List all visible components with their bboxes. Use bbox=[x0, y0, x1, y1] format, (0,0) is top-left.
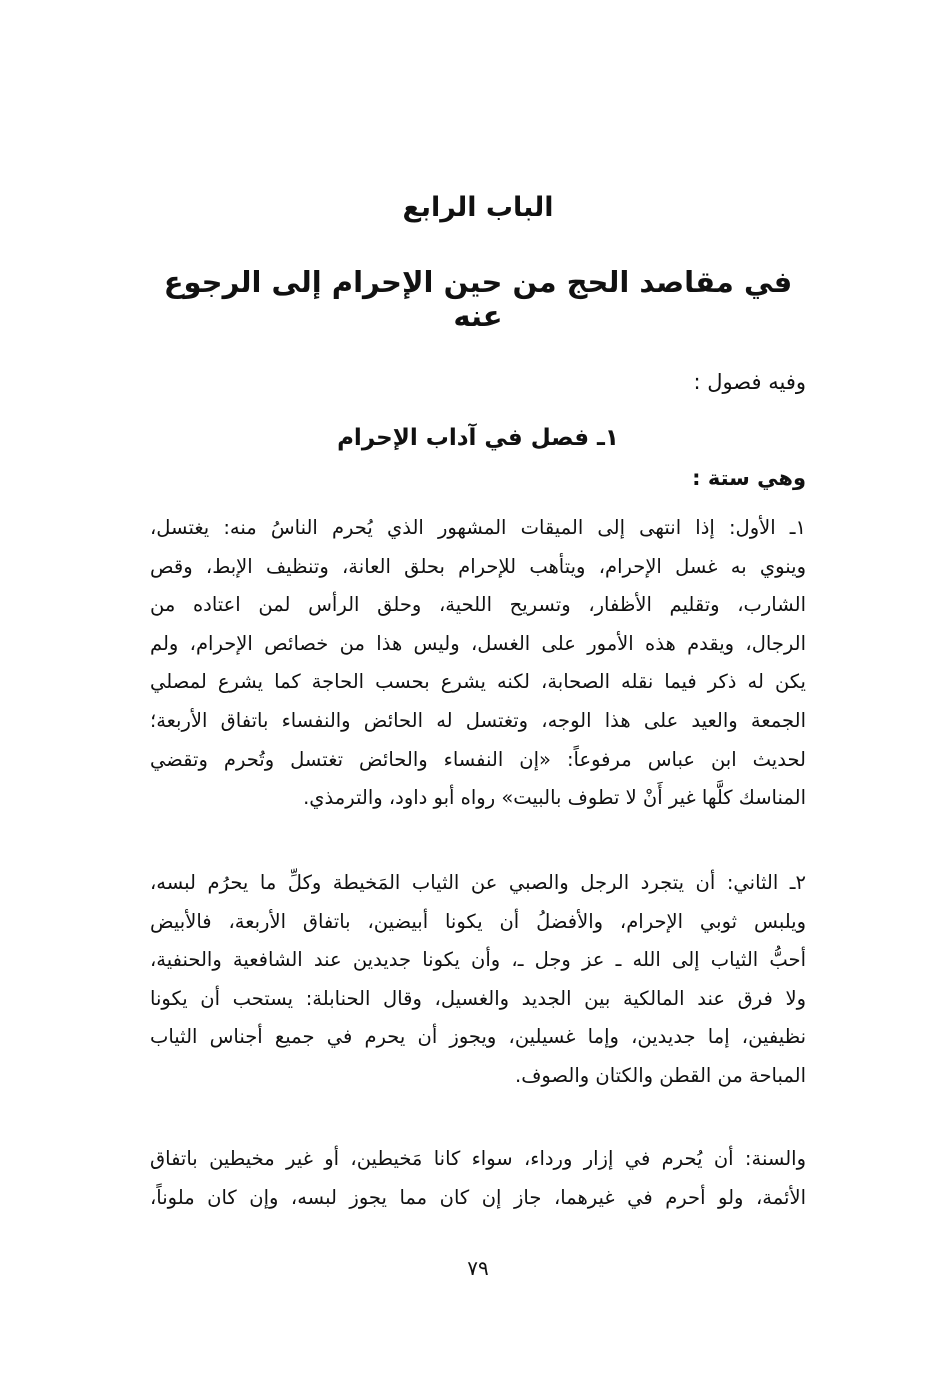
section-intro: وهي ستة : bbox=[692, 466, 806, 490]
page-number: ٧٩ bbox=[467, 1256, 489, 1280]
text-line: والسنة: أن يُحرم في إزار ورداء، سواء كانا مَخيطين، أو غير مخيطين باتفاق bbox=[150, 1147, 806, 1170]
chapter-title: الباب الرابع bbox=[402, 192, 554, 223]
text-line: الرجال، ويقدم هذه الأمور على الغسل، وليس هذا من خصائص الإحرام، ولم bbox=[150, 631, 806, 655]
text-line: الأئمة، ولو أحرم في غيرهما، جاز إن كان مما يجوز لبسه، وإن كان ملوناً، bbox=[150, 1185, 806, 1209]
text-line: ١ـ الأول: إذا انتهى إلى الميقات المشهور الذي يُحرم الناسُ منه: يغتسل، bbox=[150, 516, 806, 539]
section-heading: ١ـ فصل في آداب الإحرام bbox=[337, 425, 619, 451]
text-line: أحبُّ الثياب إلى الله ـ عز وجل ـ، وأن يكونا جديدين عند الشافعية والحنفية، bbox=[150, 948, 806, 972]
text-line: الجمعة والعيد على هذا الوجه، وتغتسل له الحائض والنفساء باتفاق الأربعة؛ bbox=[150, 709, 806, 732]
chapter-subtitle: في مقاصد الحج من حين الإحرام إلى الرجوع عنه bbox=[163, 265, 793, 333]
text-line: لحديث ابن عباس مرفوعاً: «إن النفساء والحائض تغتسل وتُحرم وتقضي bbox=[150, 747, 806, 771]
text-line: ويلبس ثوبي الإحرام، والأفضلُ أن يكونا أبيضين، باتفاق الأربعة، فالأبيض bbox=[150, 909, 806, 933]
text-line: ٢ـ الثاني: أن يتجرد الرجل والصبي عن الثياب المَخيطة وكلِّ ما يحرُم لبسه، bbox=[150, 871, 806, 894]
text-line: وينوي به غسل الإحرام، ويتأهب للإحرام بحلق العانة، وتنظيف الإبط، وقص bbox=[150, 554, 806, 578]
text-line: يكن له ذكر فيما نقله الصحابة، لكنه يشرع بحسب الحاجة كما يشرع لمصلي bbox=[150, 670, 806, 694]
text-line: المباحة من القطن والكتان والصوف. bbox=[515, 1064, 806, 1087]
text-line: ولا فرق عند المالكية بين الجديد والغسيل، وقال الحنابلة: يستحب أن يكونا bbox=[150, 986, 806, 1010]
text-line: المناسك كلَّها غير أَنْ لا تطوف بالبيت» رواه أبو داود، والترمذي. bbox=[303, 786, 806, 810]
intro-text: وفيه فصول : bbox=[693, 370, 806, 394]
text-line: نظيفين، إما جديدين، وإما غسيلين، ويجوز أن يحرم في جميع أجناس الثياب bbox=[150, 1025, 806, 1049]
text-line: الشارب، وتقليم الأظفار، وتسريح اللحية، وحلق الرأس لمن اعتاده من bbox=[150, 593, 806, 617]
